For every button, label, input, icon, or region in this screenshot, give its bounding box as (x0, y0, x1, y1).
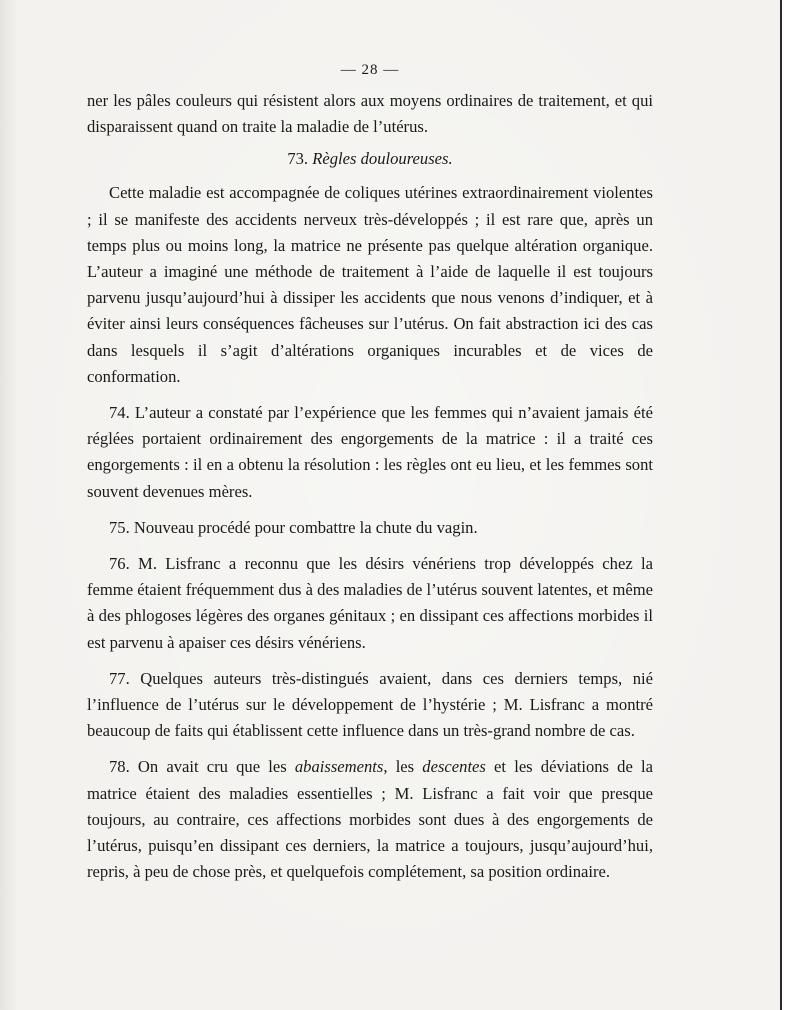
paragraph-75: 75. Nouveau procédé pour combattre la chute du vagin. (109, 517, 478, 537)
paragraph-78-em-abaissements: abaissements (294, 757, 384, 777)
paragraph-76: 76. M. Lisfranc a reconnu que les désirs vénériens trop développés chez la femme étaient fréquemment dus à des maladies de l’utérus souvent latentes, et même à des phlogoses légères des organes génitaux ; en dissipant ces affections morbides il est parvenu à apaiser ces désirs vénériens. (87, 554, 653, 652)
page-number: — 28 — (340, 62, 400, 78)
paragraph-78 (87, 754, 653, 885)
page-text-block (87, 58, 653, 885)
paragraph-73: Cette maladie est accompagnée de coliques utérines extraordinairement violentes ; il se manifeste des accidents nerveux très-développés ; il est rare que, après un temps plus ou moins long, la matrice ne présente pas quelque altération organique. L’auteur a imaginé une méthode de traitement à l’aide de laquelle il est toujours parvenu jusqu’aujourd’hui à dissiper les accidents que nous venons d’indiquer, et à éviter ainsi leurs conséquences fâcheuses sur l’utérus. On fait abstraction ici des cas dans lesquels il s’agit d’altérations organiques incurables et de vices de conformation. (87, 183, 653, 386)
section-heading-73 (87, 146, 653, 172)
section-number: 73. (287, 149, 309, 169)
paragraph-78-em-descentes: descentes (422, 757, 486, 777)
paragraph-78-part1: 78. On avait cru que les (109, 757, 295, 777)
paragraph-77: 77. Quelques auteurs très-distingués avaient, dans ces derniers temps, nié l’influence de l’utérus sur le développement de l’hystérie ; M. Lisfranc a montré beaucoup de faits qui établissent cette influence dans un très-grand nombre de cas. (87, 668, 653, 741)
section-title: Règles douloureuses. (312, 149, 453, 169)
paragraph-78-part3: et les déviations de la matrice étaient des maladies essentielles ; M. Lisfranc a fait voir que presque toujours, au contraire, ces affections morbides sont dues à des engorgements de l’utérus, puisqu’en dissipant ces derniers, la matrice a toujours, jusqu’aujourd’hui, repris, à peu de chose près, et quelquefois complétement, sa position ordinaire. (87, 757, 653, 882)
paragraph-78-part2: , les (383, 757, 423, 777)
opening-paragraph: ner les pâles couleurs qui résistent alors aux moyens ordinaires de traitement, et qui disparaissent quand on traite la maladie de l’utérus. (87, 91, 653, 137)
paragraph-74: 74. L’auteur a constaté par l’expérience que les femmes qui n’avaient jamais été réglées portaient ordinairement des engorgements de la matrice : il a traité ces engorgements : il en a obtenu la résolution : les règles ont eu lieu, et les femmes sont souvent devenues mères. (87, 403, 653, 501)
